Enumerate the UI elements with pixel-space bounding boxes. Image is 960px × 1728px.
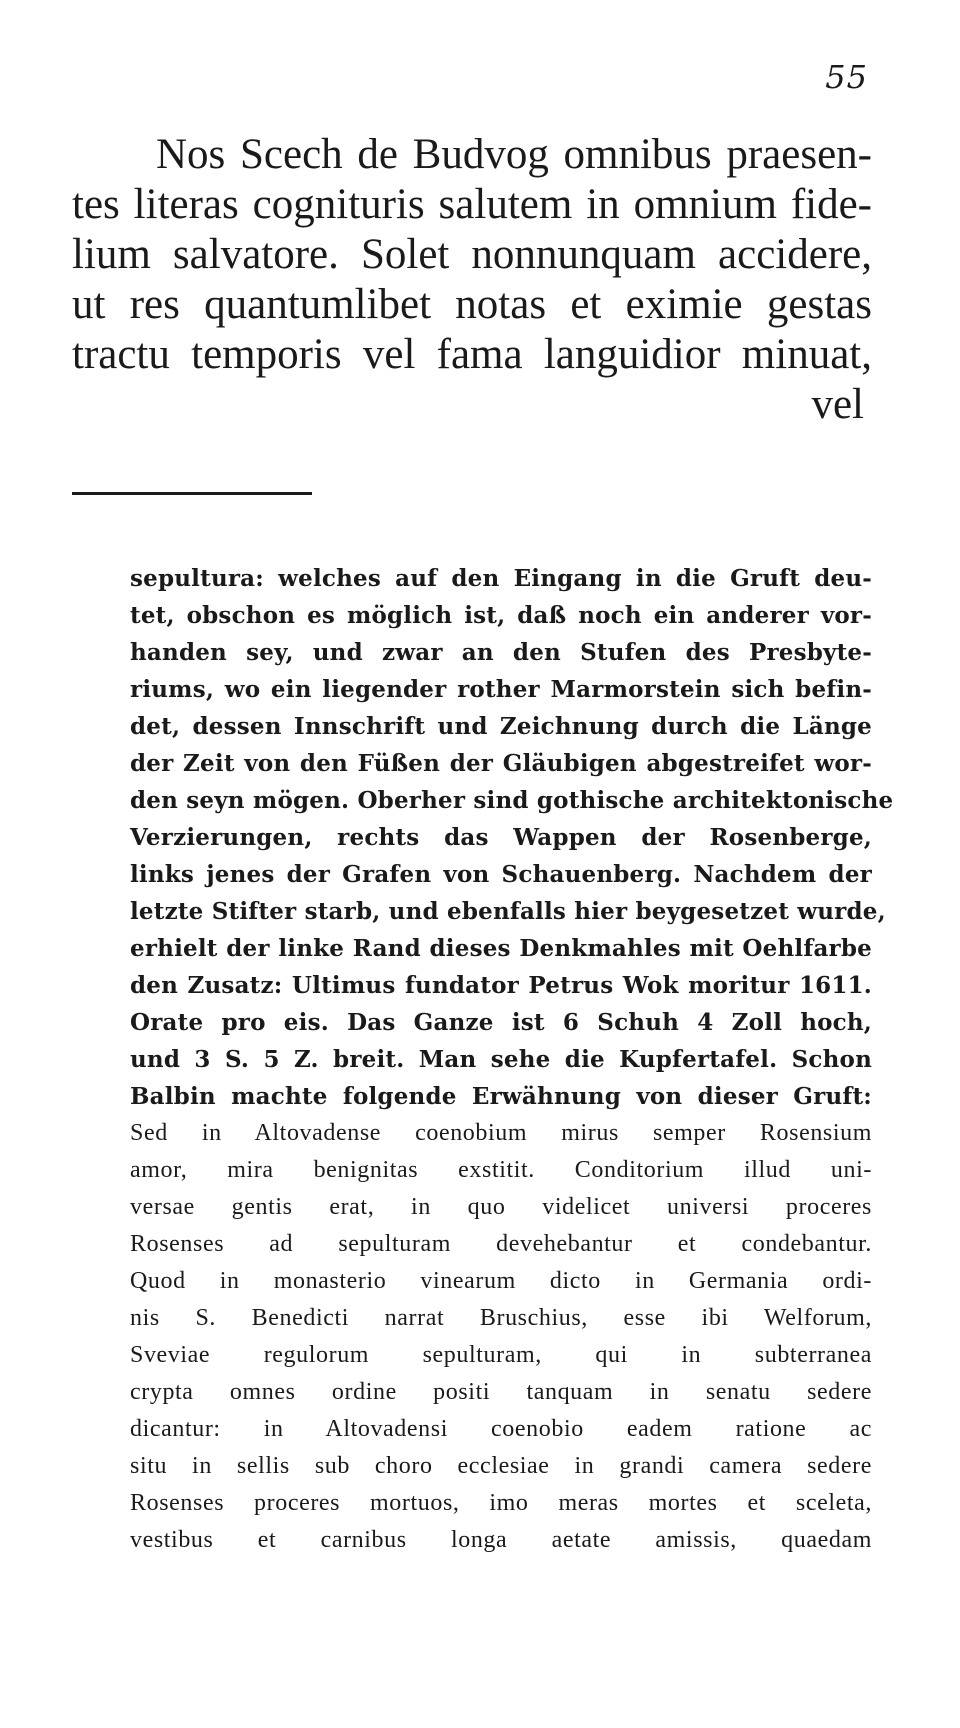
footnote-line: den Zusatz: Ultimus fundator Petrus Wok moritur 1611. xyxy=(130,972,872,999)
footnote-line: riums, wo ein liegender rother Marmorstein sich befin- xyxy=(130,676,872,703)
footnote-line: links jenes der Grafen von Schauenberg. Nachdem der xyxy=(130,861,872,888)
footnote-line: erhielt der linke Rand dieses Denkmahles mit Oehlfarbe xyxy=(130,935,872,962)
footnote-line: Sveviae regulorum sepulturam, qui in subterranea xyxy=(130,1342,872,1368)
footnote-line: Rosenses proceres mortuos, imo meras mortes et sceleta, xyxy=(130,1490,872,1516)
footnote-line: Sed in Altovadense coenobium mirus semper Rosensium xyxy=(130,1120,872,1146)
footnote-line: sepultura: welches auf den Eingang in die Gruft deu- xyxy=(130,565,872,592)
footnote-line: amor, mira benignitas exstitit. Conditorium illud uni- xyxy=(130,1157,872,1183)
footnote-line: nis S. Benedicti narrat Bruschius, esse ibi Welforum, xyxy=(130,1305,872,1331)
footnote-line: Quod in monasterio vinearum dicto in Germania ordi- xyxy=(130,1268,872,1294)
footnote-line: vestibus et carnibus longa aetate amissis, quaedam xyxy=(130,1527,872,1553)
page-number: 55 xyxy=(825,58,868,96)
footnote-line: dicantur: in Altovadensi coenobio eadem ratione ac xyxy=(130,1416,872,1442)
footnote-block xyxy=(130,560,894,1559)
footnote-divider xyxy=(72,492,312,495)
catchword: vel xyxy=(811,381,864,428)
main-text-block xyxy=(72,130,872,430)
footnote-line: der Zeit von den Füßen der Gläubigen abgestreifet wor- xyxy=(130,750,872,777)
footnote-line: situ in sellis sub choro ecclesiae in grandi camera sedere xyxy=(130,1453,872,1479)
footnote-line: tet, obschon es möglich ist, daß noch ein anderer vor- xyxy=(130,602,872,629)
footnote-line: Orate pro eis. Das Ganze ist 6 Schuh 4 Zoll hoch, xyxy=(130,1009,872,1036)
footnote-line: versae gentis erat, in quo videlicet universi proceres xyxy=(130,1194,872,1220)
main-text-line: tes literas cognituris salutem in omnium fide- xyxy=(72,181,872,228)
footnote-line: Verzierungen, rechts das Wappen der Rosenberge, xyxy=(130,824,872,851)
footnote-line: und 3 S. 5 Z. breit. Man sehe die Kupfertafel. Schon xyxy=(130,1046,872,1073)
footnote-line: den seyn mögen. Oberher sind gothische architektonische xyxy=(130,787,894,814)
main-text-line: ut res quantumlibet notas et eximie gestas xyxy=(72,281,872,328)
footnote-line: Rosenses ad sepulturam devehebantur et condebantur. xyxy=(130,1231,872,1257)
footnote-line: det, dessen Innschrift und Zeichnung durch die Länge xyxy=(130,713,872,740)
footnote-line: crypta omnes ordine positi tanquam in senatu sedere xyxy=(130,1379,872,1405)
footnote-line: letzte Stifter starb, und ebenfalls hier beygesetzet wurde, xyxy=(130,898,886,925)
main-text-line: lium salvatore. Solet nonnunquam accidere, xyxy=(72,231,872,278)
footnote-line: Balbin machte folgende Erwähnung von dieser Gruft: xyxy=(130,1083,872,1110)
main-text-line: tractu temporis vel fama languidior minuat, xyxy=(72,331,872,378)
footnote-line: handen sey, und zwar an den Stufen des Presbyte- xyxy=(130,639,872,666)
main-text-line: Nos Scech de Budvog omnibus praesen- xyxy=(156,131,872,178)
